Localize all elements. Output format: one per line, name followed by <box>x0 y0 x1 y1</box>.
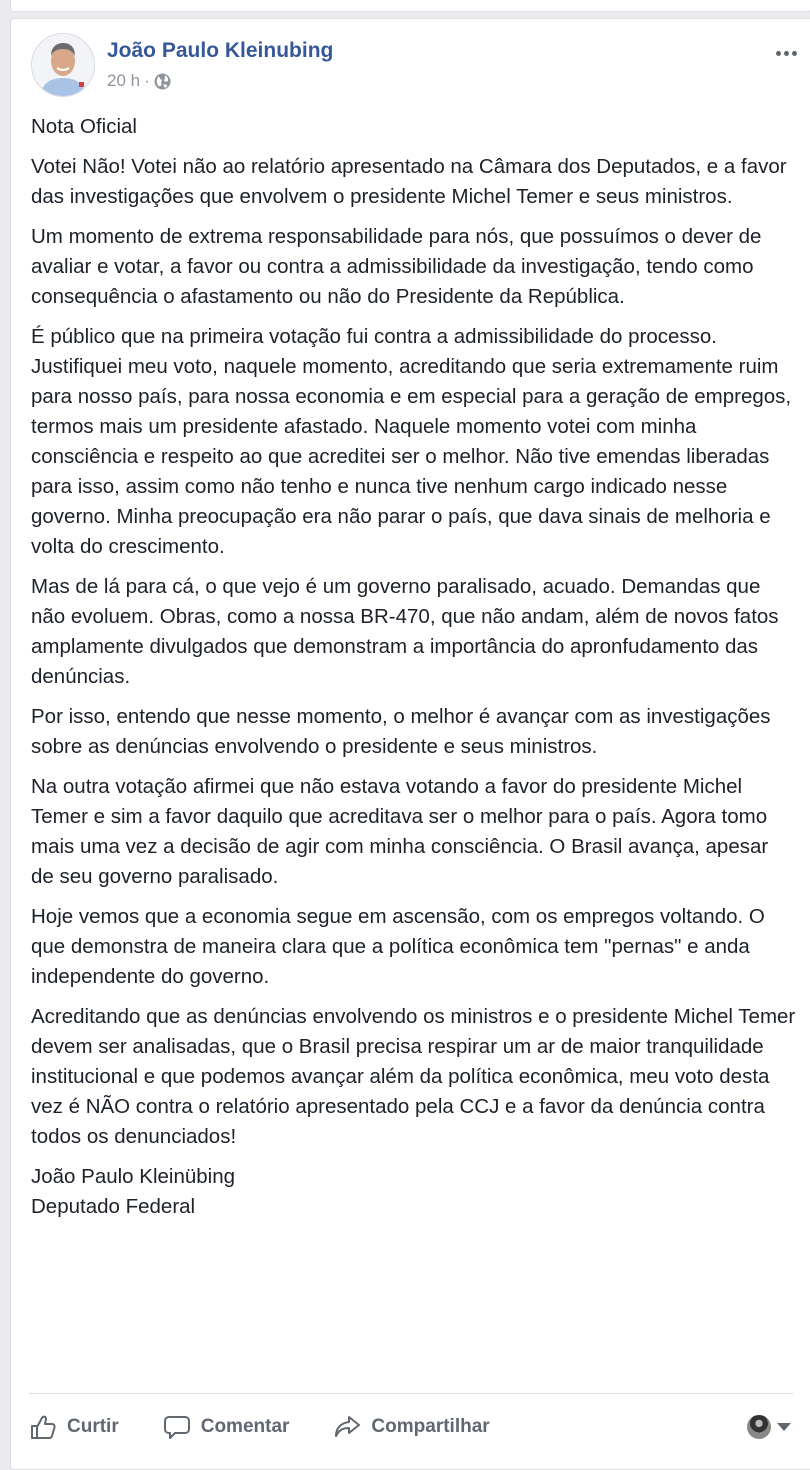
signature <box>31 1162 796 1222</box>
post-options-button[interactable] <box>771 43 801 63</box>
chevron-down-icon <box>777 1423 791 1431</box>
author-avatar[interactable] <box>31 33 95 97</box>
viewer-avatar <box>747 1415 771 1439</box>
timestamp-link[interactable]: 20 h <box>107 71 141 90</box>
post-paragraph: É público que na primeira votação fui contra a admissibilidade do processo. Justifiquei meu voto, naquele momento, acreditando que seria extremamente ruim para nosso país, para nossa economia e em especial para a geração de empregos, termos mais um presidente afastado. Naquele momento votei com minha consciência e respeito ao que acreditei ser o melhor. Não tive emendas liberadas para isso, assim como não tenho e nunca tive nenhum cargo indicado nesse governo. Minha preocupação era não parar o país, que dava sinais de melhoria e volta do crescimento. <box>31 325 792 558</box>
post-paragraph: Hoje vemos que a economia segue em ascensão, com os empregos voltando. O que demonstra de maneira clara que a política econômica tem "pernas" e anda independente do governo. <box>31 905 765 988</box>
comment-bubble-icon <box>163 1413 191 1441</box>
comment-button[interactable] <box>163 1413 290 1441</box>
author-name-link[interactable]: João Paulo Kleinubing <box>107 39 334 62</box>
like-label: Curtir <box>67 1416 119 1437</box>
globe-icon[interactable] <box>154 73 171 90</box>
signature-title: Deputado Federal <box>31 1195 196 1218</box>
ellipsis-dot <box>784 51 789 56</box>
actions-divider <box>29 1393 793 1394</box>
post-meta <box>107 71 171 91</box>
comment-label: Comentar <box>200 1416 290 1437</box>
signature-name: João Paulo Kleinübing <box>31 1165 236 1188</box>
post-paragraph: Nota Oficial <box>31 115 137 138</box>
post-card <box>10 18 810 1470</box>
share-button[interactable] <box>333 1413 489 1441</box>
ellipsis-dot <box>792 51 797 56</box>
post-paragraph: Votei Não! Votei não ao relatório apresentado na Câmara dos Deputados, e a favor das investigações que envolvem o presidente Michel Temer e seus ministros. <box>31 155 787 208</box>
thumbs-up-icon <box>29 1413 57 1441</box>
share-label: Compartilhar <box>371 1416 490 1437</box>
post-header <box>31 33 801 97</box>
post-paragraph: Um momento de extrema responsabilidade para nós, que possuímos o dever de avaliar e votar, a favor ou contra a admissibilidade da investigação, tendo como consequência o afastamento ou não do Presidente da República. <box>31 225 762 308</box>
post-paragraph: Mas de lá para cá, o que vejo é um governo paralisado, acuado. Demandas que não evoluem. Obras, como a nossa BR-470, que não andam, além de novos fatos amplamente divulgados que demonstram a importância do apronfudamento das denúncias. <box>31 575 779 688</box>
post-actions-bar <box>29 1409 793 1445</box>
share-arrow-icon <box>333 1413 361 1441</box>
like-button[interactable] <box>29 1413 119 1441</box>
post-body <box>31 112 796 1232</box>
previous-post-card <box>10 0 810 12</box>
meta-separator: · <box>144 71 150 90</box>
post-paragraph: Acreditando que as denúncias envolvendo os ministros e o presidente Michel Temer devem ser analisadas, que o Brasil precisa respirar um ar de maior tranquilidade institucional e que podemos avançar além da política econômica, meu voto desta vez é NÃO contra o relatório apresentado pela CCJ e a favor da denúncia contra todos os denunciados! <box>31 1005 796 1148</box>
post-paragraph: Na outra votação afirmei que não estava votando a favor do presidente Michel Temer e sim a favor daquilo que acreditava ser o melhor para o país. Agora tomo mais uma vez a decisão de agir com minha consciência. O Brasil avança, apesar de seu governo paralisado. <box>31 775 769 888</box>
audience-selector[interactable] <box>747 1415 791 1439</box>
ellipsis-icon <box>776 51 781 56</box>
post-paragraph: Por isso, entendo que nesse momento, o melhor é avançar com as investigações sobre as denúncias envolvendo o presidente e seus ministros. <box>31 705 771 758</box>
